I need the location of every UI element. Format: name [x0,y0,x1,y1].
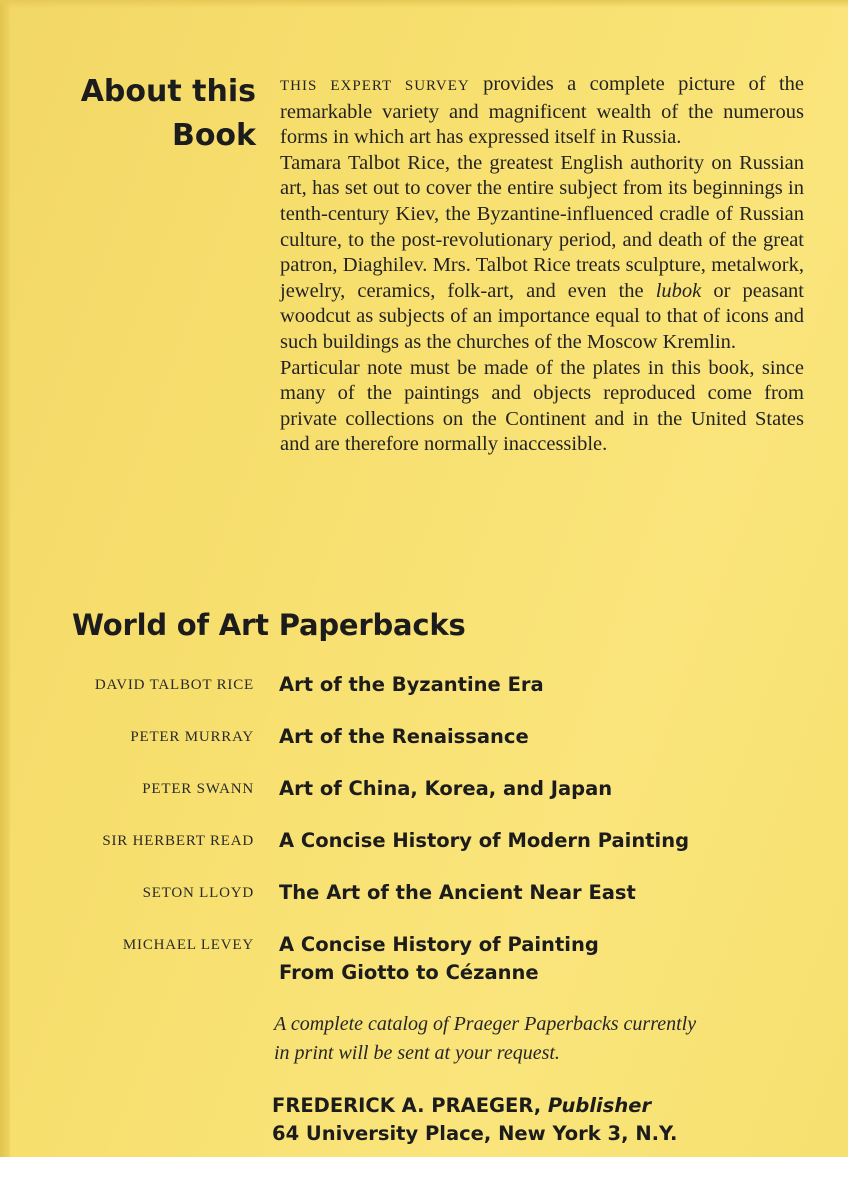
book-title-line1: A Concise History of Painting [279,933,599,956]
catalog-note [274,1010,754,1068]
paragraph-1-text: provides a complete picture of the remarkable variety and magnificent wealth of the numerous forms in which art has expressed itself in Russia. [280,73,804,149]
catalog-note-line2: in print will be sent at your request. [274,1042,560,1064]
publisher-name-line [272,1092,677,1120]
about-heading [60,70,256,158]
book-author: MICHAEL LEVEY [122,937,254,953]
catalog-note-line1: A complete catalog of Praeger Paperbacks currently [274,1013,697,1035]
series-heading: World of Art Paperbacks [72,608,466,642]
about-heading-line1: About this [80,74,256,109]
lead-smallcaps: THIS EXPERT SURVEY [280,78,470,94]
book-author: DAVID TALBOT RICE [94,677,254,693]
cover-top-edge [0,0,848,8]
book-author: PETER SWANN [142,781,254,797]
book-author: PETER MURRAY [130,729,254,745]
about-paragraph-2 [280,151,804,356]
publisher-address: 64 University Place, New York 3, N.Y. [272,1122,678,1145]
paragraph-2-text-after: or peasant woodcut as subjects of an importance equal to that of icons and such buildings as the churches of the Moscow Kremlin. [280,279,804,353]
book-author: SIR HERBERT READ [102,833,254,849]
publisher-name: FREDERICK A. PRAEGER, [272,1094,542,1117]
book-title: A Concise History of Modern Painting [279,829,690,852]
book-title [279,931,599,987]
cover-left-edge [0,0,10,1157]
book-author: SETON LLOYD [142,885,254,901]
publisher-block [272,1092,677,1148]
book-title: Art of the Byzantine Era [279,673,544,696]
book-title-line2: From Giotto to Cézanne [279,961,539,984]
about-body [280,72,804,458]
about-paragraph-3: Particular note must be made of the plates in this book, since many of the paintings and objects reproduced come from private collections on the Continent and in the United States and are therefore normally inaccessible. [280,356,804,456]
book-title: The Art of the Ancient Near East [279,881,636,904]
book-title: Art of the Renaissance [279,725,529,748]
book-title: Art of China, Korea, and Japan [279,777,613,800]
about-paragraph-1 [280,72,804,151]
publisher-role: Publisher [547,1094,652,1117]
paragraph-2-text-before: Tamara Talbot Rice, the greatest English authority on Russian art, has set out to cover the entire subject from its beginnings in tenth-century Kiev, the Byzantine-influenced cradle of Russian culture, to the post-revolutionary period, and death of the great patron, Diaghilev. Mrs. Talbot Rice treats sculpture, metalwork, jewelry, ceramics, folk-art, and even the [280,151,804,302]
about-heading-line2: Book [171,118,256,153]
paragraph-2-italic-term: lubok [655,279,702,302]
